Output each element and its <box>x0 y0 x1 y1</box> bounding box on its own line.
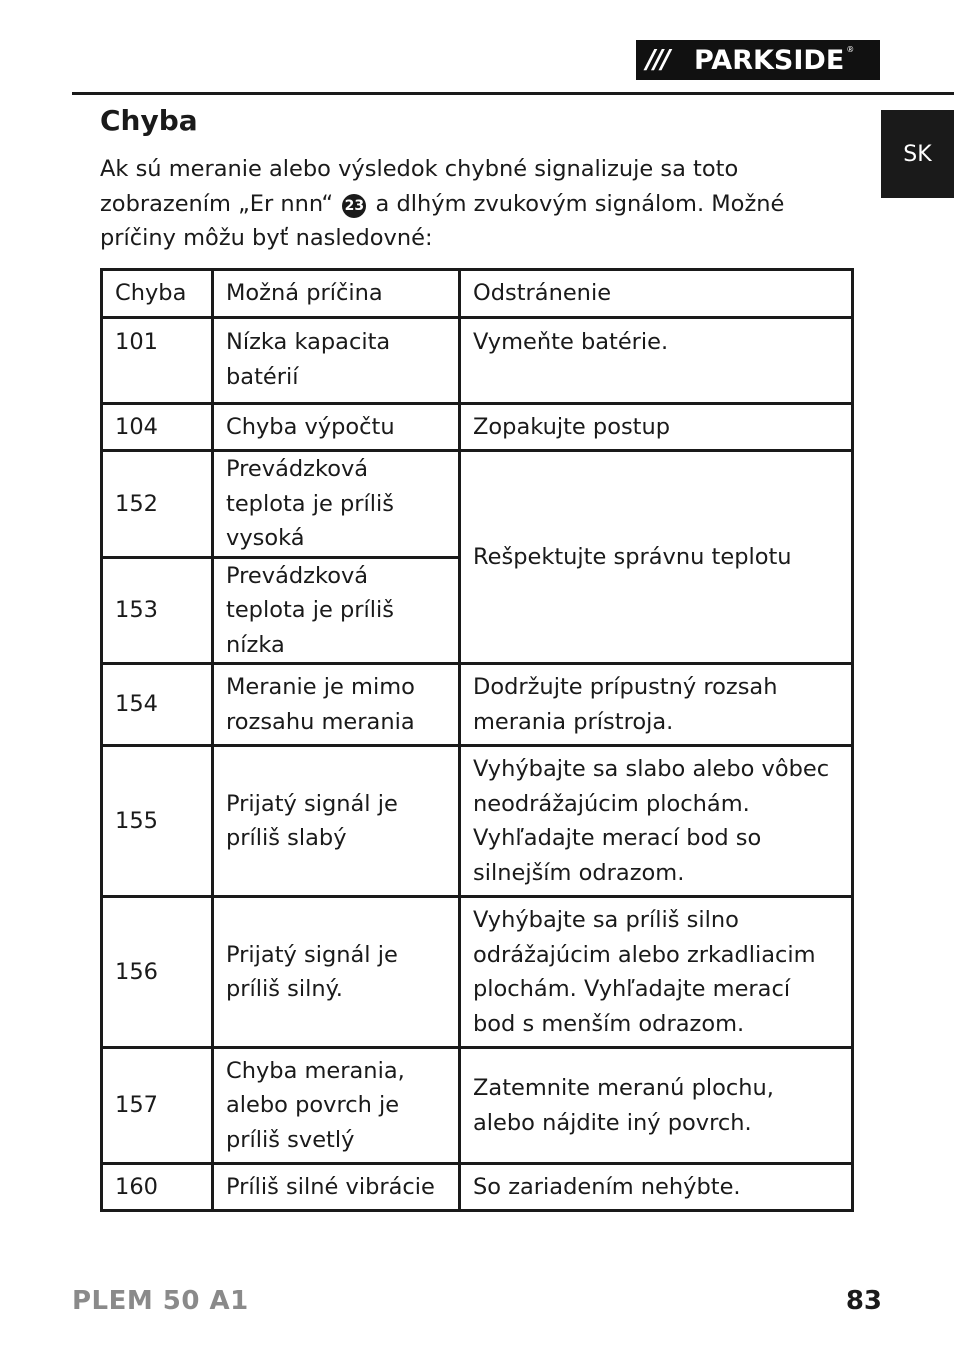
error-cause: Nízka kapacita batérií <box>213 318 460 404</box>
parkside-logo <box>636 40 880 80</box>
error-cause: Prevádzková teplota je príliš vysoká <box>213 451 460 558</box>
header-rule <box>72 92 954 95</box>
error-code: 101 <box>102 318 213 404</box>
language-code: SK <box>903 141 932 167</box>
error-remedy: Vymeňte batérie. <box>460 318 853 404</box>
logo-slashes: /// <box>646 45 669 75</box>
logo-brand-text: PARKSIDE <box>694 44 845 76</box>
error-remedy: Rešpektujte správnu teplotu <box>460 451 853 664</box>
table-row <box>102 897 853 1048</box>
intro-text-part1: Ak sú meranie alebo výsledok chybné signalizuje sa toto zobrazením „Er nnn“ <box>100 156 739 217</box>
table-row <box>102 1164 853 1211</box>
error-remedy: Vyhýbajte sa slabo alebo vôbec neodrážajúcim plochám. Vyhľadajte merací bod so silnejším odrazom. <box>460 746 853 897</box>
error-code: 153 <box>102 557 213 664</box>
table-header-row <box>102 270 853 318</box>
footer-page-number: 83 <box>845 1286 882 1316</box>
error-remedy: Vyhýbajte sa príliš silno odrážajúcim alebo zrkadliacim plochám. Vyhľadajte merací bod s menším odrazom. <box>460 897 853 1048</box>
error-code: 154 <box>102 664 213 746</box>
footer-model-name: PLEM 50 A1 <box>72 1286 249 1316</box>
error-code: 152 <box>102 451 213 558</box>
error-cause: Prijatý signál je príliš silný. <box>213 897 460 1048</box>
intro-text-part2: a dlhým zvukovým signálom. Možné príčiny môžu byť nasledovné: <box>100 190 785 251</box>
table-row <box>102 318 853 404</box>
error-code: 157 <box>102 1048 213 1164</box>
error-code: 160 <box>102 1164 213 1211</box>
error-cause: Chyba výpočtu <box>213 404 460 451</box>
table-row <box>102 451 853 558</box>
callout-number-icon: 23 <box>342 194 366 218</box>
error-cause: Chyba merania, alebo povrch je príliš svetlý <box>213 1048 460 1164</box>
intro-paragraph <box>100 152 860 256</box>
table-row <box>102 746 853 897</box>
error-remedy: Zopakujte postup <box>460 404 853 451</box>
error-cause: Meranie je mimo rozsahu merania <box>213 664 460 746</box>
table-row <box>102 1048 853 1164</box>
error-cause: Prijatý signál je príliš slabý <box>213 746 460 897</box>
header-cell-cause: Možná príčina <box>213 270 460 318</box>
header-cell-code: Chyba <box>102 270 213 318</box>
error-table <box>100 268 854 1212</box>
error-remedy: Zatemnite meranú plochu, alebo nájdite iný povrch. <box>460 1048 853 1164</box>
error-code: 156 <box>102 897 213 1048</box>
registered-mark: ® <box>846 45 855 54</box>
error-cause: Prevádzková teplota je príliš nízka <box>213 557 460 664</box>
error-code: 155 <box>102 746 213 897</box>
error-cause: Príliš silné vibrácie <box>213 1164 460 1211</box>
error-code: 104 <box>102 404 213 451</box>
error-remedy: Dodržujte prípustný rozsah merania prístroja. <box>460 664 853 746</box>
table-row <box>102 404 853 451</box>
header-cell-remedy: Odstránenie <box>460 270 853 318</box>
table-row <box>102 664 853 746</box>
section-title: Chyba <box>100 104 198 137</box>
error-remedy: So zariadením nehýbte. <box>460 1164 853 1211</box>
language-tab <box>881 110 954 198</box>
